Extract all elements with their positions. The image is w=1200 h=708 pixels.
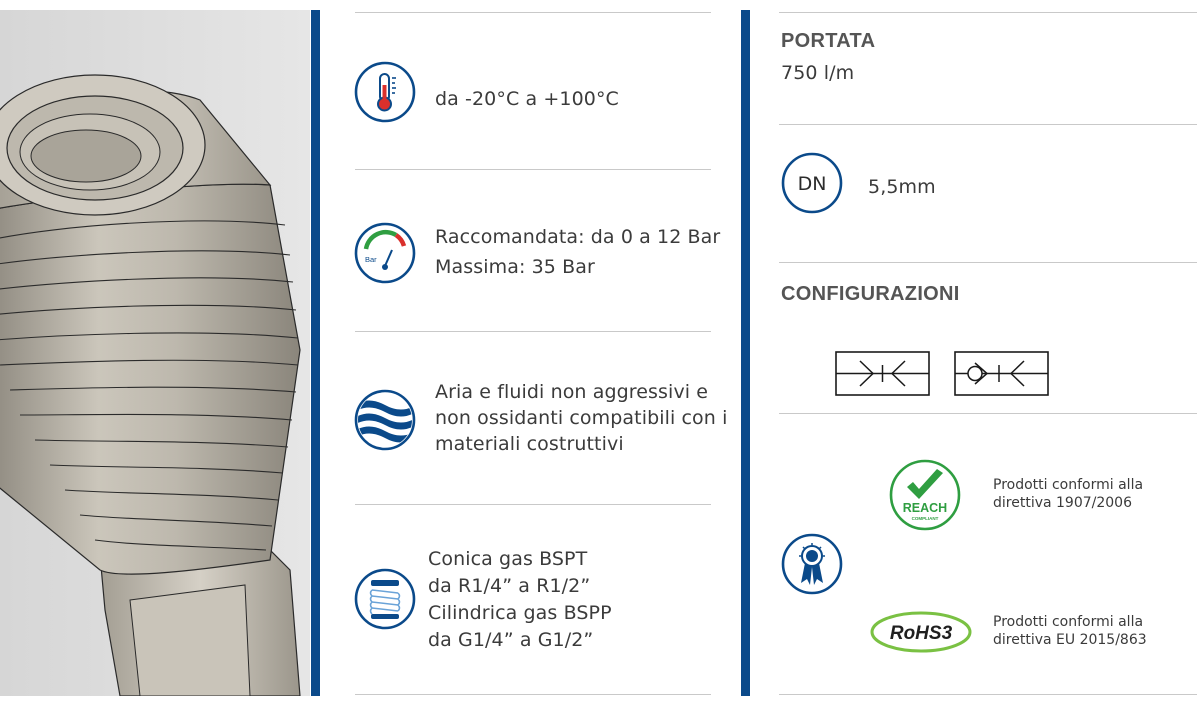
config-title: CONFIGURAZIONI bbox=[781, 283, 960, 305]
separator bbox=[779, 262, 1197, 263]
temperature-range: da -20°C a +100°C bbox=[435, 88, 619, 110]
rohs-text-1: Prodotti conformi alla bbox=[993, 614, 1144, 630]
fluids-line-3: materiali costruttivi bbox=[435, 433, 624, 455]
separator bbox=[355, 694, 711, 695]
thread-line-4: da G1/4” a G1/2” bbox=[428, 629, 594, 651]
rohs-logo bbox=[870, 611, 972, 653]
separator bbox=[779, 694, 1197, 695]
fluids-line-1: Aria e fluidi non aggressivi e bbox=[435, 381, 709, 403]
dn-value: 5,5mm bbox=[868, 176, 936, 198]
separator bbox=[355, 12, 711, 13]
thermometer-icon bbox=[354, 61, 416, 123]
separator bbox=[779, 124, 1197, 125]
thread-icon bbox=[354, 568, 416, 630]
separator bbox=[779, 12, 1197, 13]
thread-line-3: Cilindrica gas BSPP bbox=[428, 602, 612, 624]
product-photo bbox=[0, 10, 310, 696]
svg-text:RoHS3: RoHS3 bbox=[889, 623, 953, 644]
divider-bar-right bbox=[741, 10, 750, 696]
separator bbox=[355, 504, 711, 505]
flow-value: 750 l/m bbox=[781, 62, 855, 84]
pressure-gauge-icon bbox=[354, 222, 416, 284]
svg-text:COMPLIANT: COMPLIANT bbox=[911, 516, 939, 521]
reach-logo bbox=[889, 459, 961, 531]
separator bbox=[779, 413, 1197, 414]
separator bbox=[355, 331, 711, 332]
divider-bar-left bbox=[311, 10, 320, 696]
thread-line-2: da R1/4” a R1/2” bbox=[428, 575, 591, 597]
svg-text:DN: DN bbox=[797, 173, 827, 195]
config-symbol-open bbox=[835, 351, 930, 396]
separator bbox=[355, 169, 711, 170]
dn-badge bbox=[781, 152, 843, 214]
reach-text-2: direttiva 1907/2006 bbox=[993, 495, 1132, 511]
fluid-waves-icon bbox=[354, 389, 416, 451]
pressure-recommended: Raccomandata: da 0 a 12 Bar bbox=[435, 226, 721, 248]
certification-ribbon-icon bbox=[781, 533, 843, 595]
config-symbol-check bbox=[954, 351, 1049, 396]
pressure-max: Massima: 35 Bar bbox=[435, 256, 595, 278]
rohs-text-2: direttiva EU 2015/863 bbox=[993, 632, 1147, 648]
flow-title: PORTATA bbox=[781, 30, 876, 52]
fluids-line-2: non ossidanti compatibili con i bbox=[435, 407, 728, 429]
reach-text-1: Prodotti conformi alla bbox=[993, 477, 1144, 493]
svg-text:REACH: REACH bbox=[902, 501, 948, 515]
thread-line-1: Conica gas BSPT bbox=[428, 548, 588, 570]
svg-text:Bar: Bar bbox=[365, 255, 377, 264]
